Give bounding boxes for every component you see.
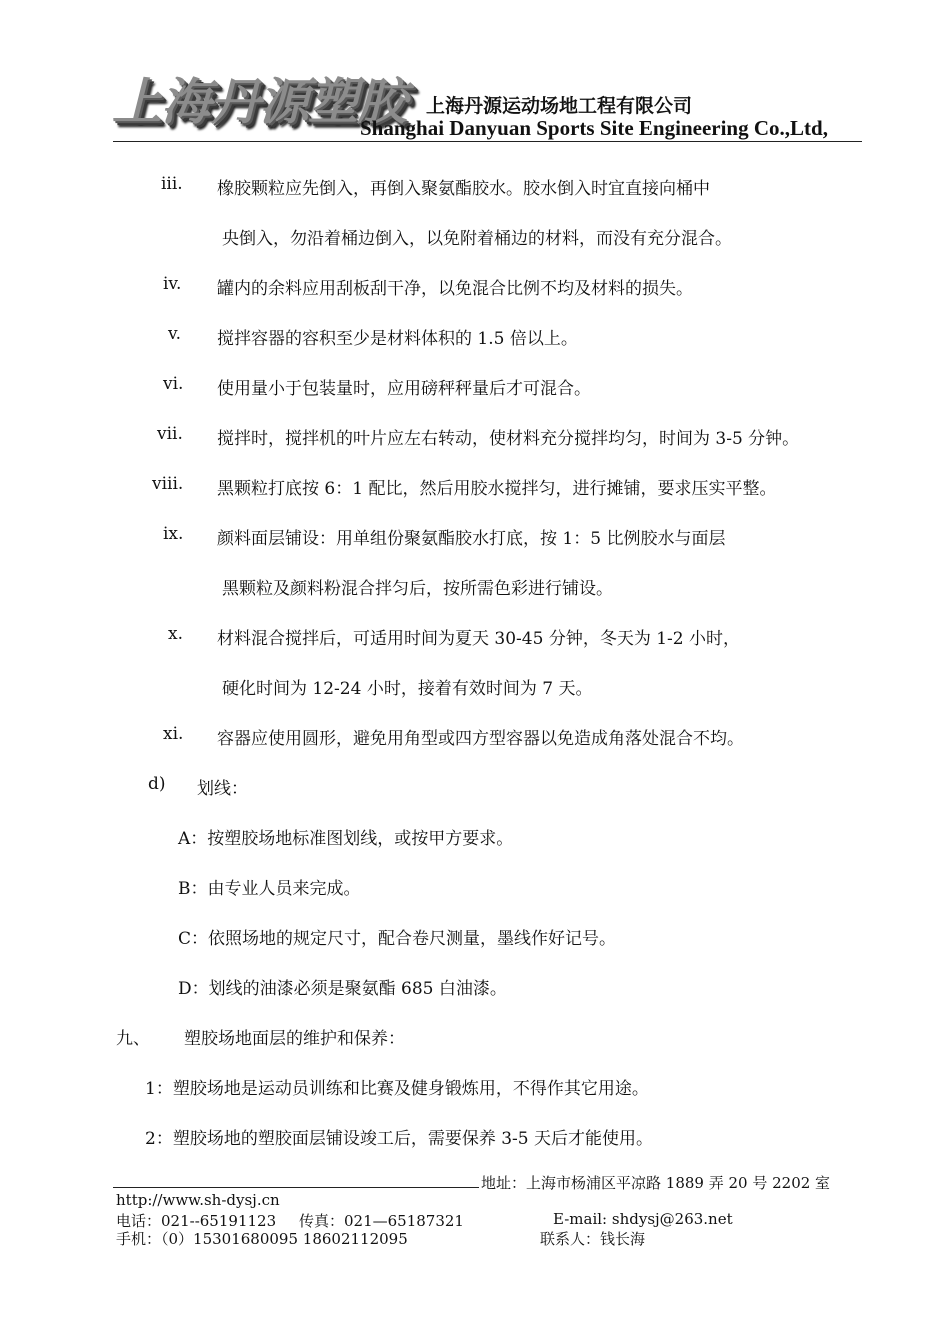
company-name-en: Shanghai Danyuan Sports Site Engineering Co.,Ltd, (360, 116, 828, 140)
company-name-cn: 上海丹源运动场地工程有限公司 (426, 95, 693, 117)
item-number: ix. (163, 524, 184, 544)
item-number: vii. (157, 424, 183, 444)
marking-step: D：划线的油漆必须是聚氨酯 685 白油漆。 (178, 979, 507, 999)
marking-step: A：按塑胶场地标准图划线，或按甲方要求。 (178, 829, 514, 849)
footer-fax: 传真：021—65187321 (299, 1212, 464, 1230)
item-continuation: 黑颗粒及颜料粉混合拌匀后，按所需色彩进行铺设。 (222, 579, 613, 599)
footer-mobile: 手机：（0）15301680095 18602112095 (116, 1230, 408, 1248)
item-text: 材料混合搅拌后，可适用时间为夏天 30-45 分钟，冬天为 1-2 小时， (217, 629, 740, 649)
item-text: 搅拌容器的容积至少是材料体积的 1.5 倍以上。 (217, 329, 578, 349)
item-number: xi. (163, 724, 184, 744)
item-continuation: 央倒入，勿沿着桶边倒入，以免附着桶边的材料，而没有充分混合。 (222, 229, 732, 249)
item-text: 使用量小于包装量时，应用磅秤秤量后才可混合。 (217, 379, 591, 399)
chapter-title: 塑胶场地面层的维护和保养： (184, 1029, 405, 1049)
footer-divider (113, 1187, 479, 1188)
item-text: 搅拌时，搅拌机的叶片应左右转动，使材料充分搅拌均匀，时间为 3-5 分钟。 (217, 429, 800, 449)
footer-email[interactable]: E-mail: shdysj@263.net (553, 1210, 733, 1228)
item-text: 橡胶颗粒应先倒入，再倒入聚氨酯胶水。胶水倒入时宜直接向桶中 (217, 179, 710, 199)
item-text: 颜料面层铺设：用单组份聚氨酯胶水打底，按 1：5 比例胶水与面层 (217, 529, 726, 549)
item-text: 黑颗粒打底按 6：1 配比，然后用胶水搅拌匀，进行摊铺，要求压实平整。 (217, 479, 777, 499)
marking-step: B：由专业人员来完成。 (178, 879, 361, 899)
footer-website[interactable]: http://www.sh-dysj.cn (116, 1191, 280, 1209)
maintenance-item: 1：塑胶场地是运动员训练和比赛及健身锻炼用，不得作其它用途。 (145, 1079, 649, 1099)
item-number: x. (168, 624, 183, 644)
item-number: vi. (163, 374, 184, 394)
item-text: 罐内的余料应用刮板刮干净，以免混合比例不均及材料的损失。 (217, 279, 693, 299)
section-title: 划线： (197, 779, 248, 799)
footer-contact: 联系人：钱长海 (540, 1230, 646, 1248)
item-number: iv. (163, 274, 182, 294)
item-text: 容器应使用圆形，避免用角型或四方型容器以免造成角落处混合不均。 (217, 729, 744, 749)
marking-step: C：依照场地的规定尺寸，配合卷尺测量，墨线作好记号。 (178, 929, 617, 949)
header-divider (113, 141, 862, 142)
company-logo: 上海丹源塑胶 (112, 73, 406, 131)
footer-phone: 电话：021--65191123 (116, 1212, 277, 1230)
footer-address: 地址：上海市杨浦区平凉路 1889 弄 20 号 2202 室 (481, 1174, 831, 1192)
item-number: iii. (161, 174, 183, 194)
section-label: d) (148, 774, 166, 794)
maintenance-item: 2：塑胶场地的塑胶面层铺设竣工后，需要保养 3-5 天后才能使用。 (145, 1129, 653, 1149)
item-continuation: 硬化时间为 12-24 小时，接着有效时间为 7 天。 (222, 679, 593, 699)
item-number: viii. (152, 474, 184, 494)
item-number: v. (168, 324, 181, 344)
chapter-label: 九、 (116, 1029, 150, 1049)
